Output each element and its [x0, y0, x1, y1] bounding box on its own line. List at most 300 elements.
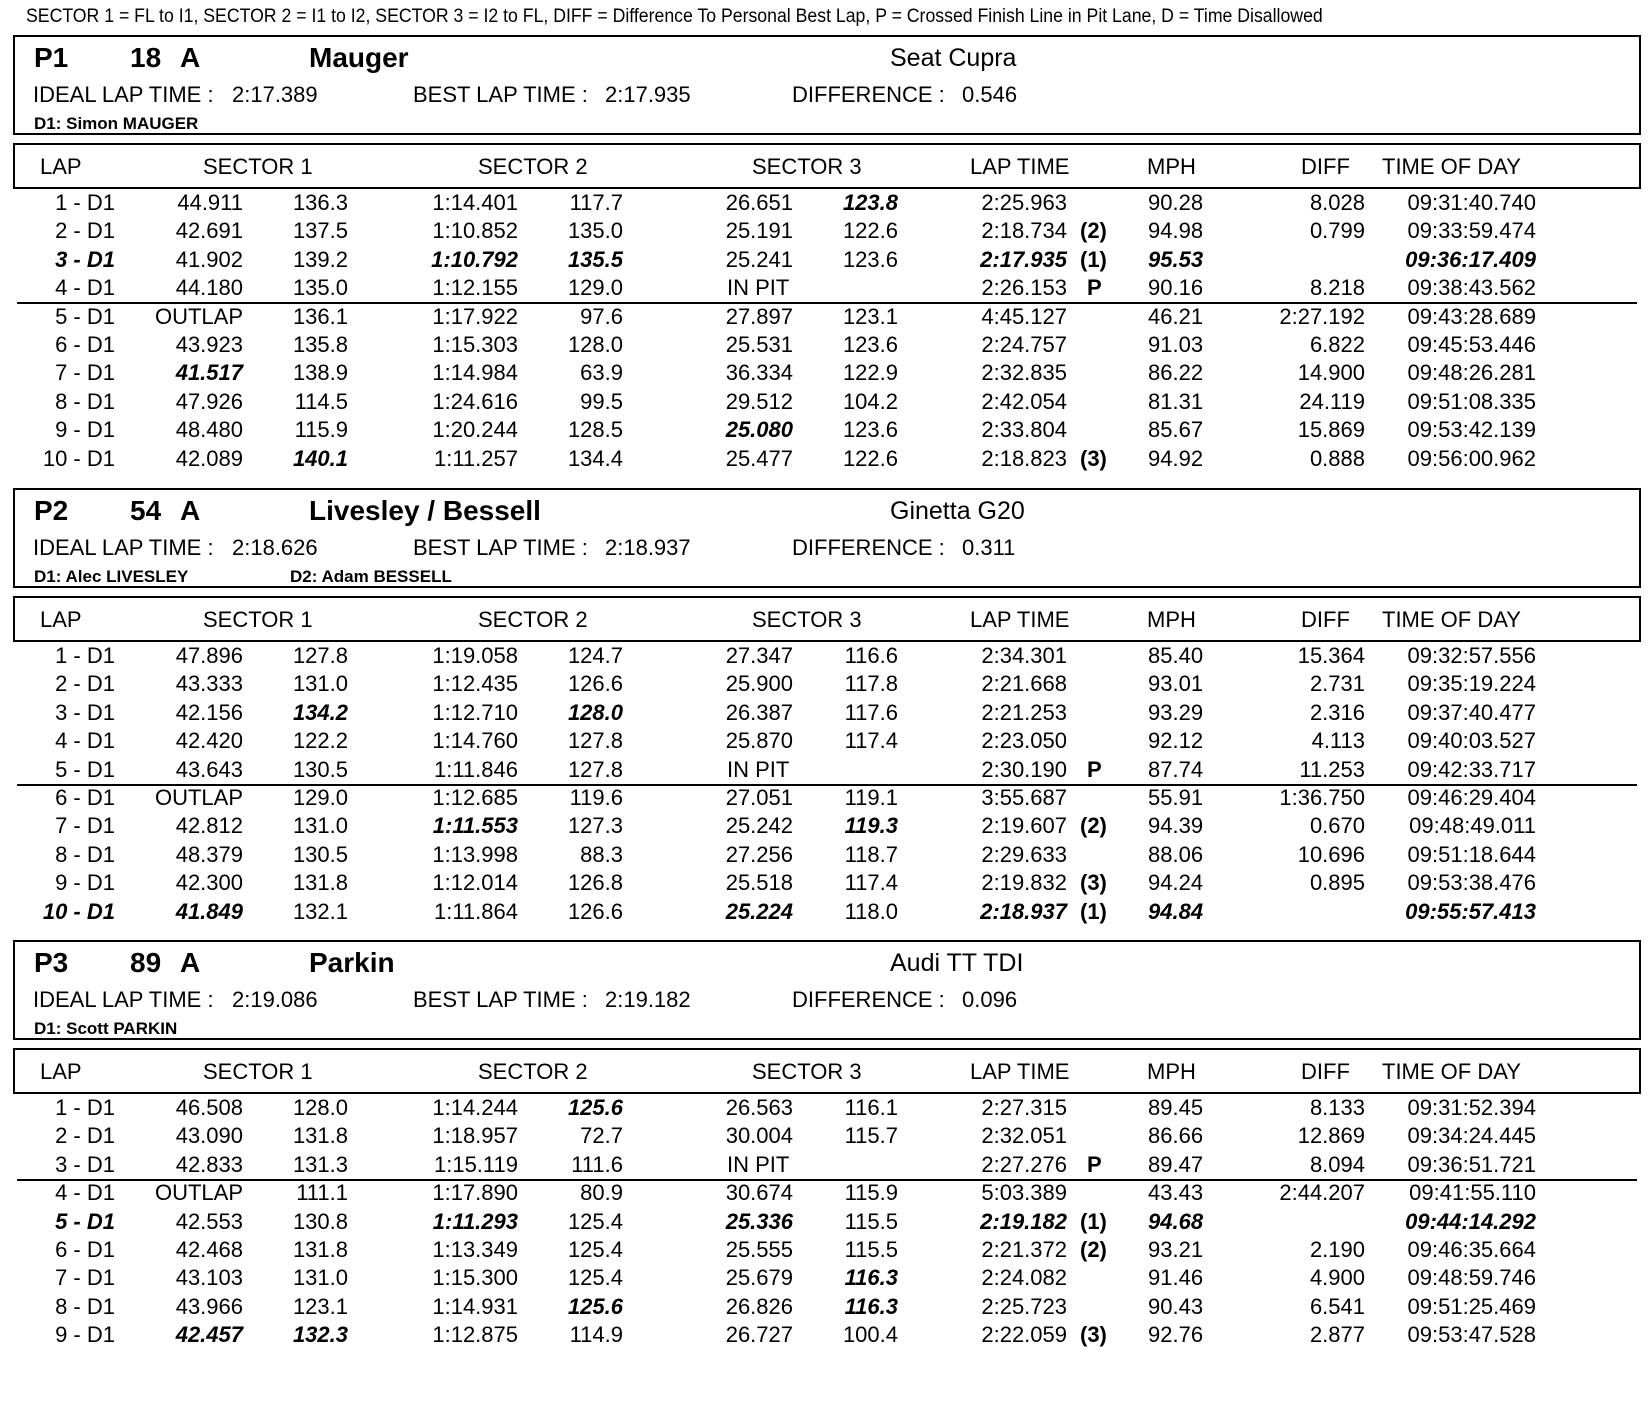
cell-tod: 09:53:47.528 [1407, 1322, 1536, 1348]
cell-tod: 09:36:51.721 [1407, 1151, 1536, 1177]
cell-lt: 2:42.054 [981, 388, 1067, 414]
cell-s3s: 116.3 [844, 1293, 898, 1319]
cell-s1s: 137.5 [292, 218, 348, 244]
cell-lap: 9 - D1 [55, 417, 115, 443]
cell-s3s: 117.8 [844, 671, 898, 697]
cell-s1: 43.103 [175, 1265, 243, 1291]
cell-lap: 8 - D1 [55, 1293, 115, 1319]
cell-s2s: 134.4 [567, 445, 623, 471]
cell-s3s: 115.5 [844, 1237, 898, 1262]
cell-s3: 25.191 [725, 218, 793, 244]
cell-mph: 85.40 [1148, 643, 1204, 668]
cell-s3: 25.870 [725, 728, 793, 754]
cell-s1s: 132.1 [292, 898, 348, 924]
cell-s2s: 124.7 [567, 643, 623, 668]
best-lap-value: 2:19.182 [605, 987, 691, 1012]
cell-s2s: 135.0 [567, 218, 623, 244]
cell-lap: 5 - D1 [55, 756, 115, 782]
cell-s1s: 122.2 [292, 728, 348, 754]
cell-s1s: 135.8 [292, 332, 348, 357]
cell-lt: 2:18.734 [981, 218, 1067, 244]
cell-s3: 27.256 [725, 841, 793, 867]
lap-row [0, 757, 1651, 786]
cell-s2: 1:11.864 [433, 898, 518, 924]
cell-s3: 25.080 [725, 417, 793, 443]
cell-lt: 2:21.372 [981, 1237, 1067, 1262]
cell-lap: 3 - D1 [55, 699, 115, 725]
cell-s3: 25.518 [725, 870, 793, 896]
cell-diff: 8.028 [1309, 190, 1365, 215]
column-header-laptime: LAP TIME [970, 1059, 1070, 1084]
cell-s2: 1:12.710 [432, 699, 518, 725]
cell-tod: 09:32:57.556 [1407, 643, 1536, 668]
cell-s1: 43.090 [175, 1123, 243, 1149]
cell-s2s: 128.0 [567, 699, 623, 725]
cell-s1s: 136.1 [292, 303, 348, 329]
cell-lt: 2:18.823 [981, 445, 1067, 471]
cell-lap: 10 - D1 [42, 898, 115, 924]
cell-diff: 0.799 [1309, 218, 1365, 244]
cell-s2s: 127.8 [567, 756, 623, 782]
cell-rank: (2) [1080, 218, 1107, 244]
cell-s2: 1:24.616 [432, 388, 518, 414]
lap-row [0, 275, 1651, 304]
cell-tod: 09:36:17.409 [1405, 246, 1536, 272]
driver-name: D1: Scott PARKIN [34, 1019, 178, 1038]
cell-s2: 1:12.014 [432, 870, 518, 896]
cell-s3: 29.512 [725, 388, 793, 414]
cell-s1: 47.926 [175, 388, 243, 414]
cell-s2: 1:15.303 [432, 332, 518, 357]
cell-lt: 2:19.182 [980, 1208, 1067, 1234]
cell-tod: 09:51:25.469 [1407, 1293, 1536, 1319]
best-lap-label: BEST LAP TIME : [413, 82, 588, 107]
cell-tod: 09:41:55.110 [1409, 1180, 1536, 1206]
cell-s3: IN PIT [727, 275, 790, 301]
cell-mph: 90.28 [1148, 190, 1204, 215]
cell-s3s: 122.6 [842, 218, 898, 244]
cell-s3s: 116.6 [844, 643, 898, 668]
cell-s2: 1:12.155 [432, 275, 518, 301]
cell-s2: 1:19.058 [432, 643, 518, 668]
lap-row [0, 1209, 1651, 1238]
cell-diff: 1:36.750 [1279, 785, 1365, 810]
cell-rank: P [1087, 756, 1102, 782]
ideal-lap-label: IDEAL LAP TIME : [33, 987, 214, 1012]
cell-diff: 2.877 [1309, 1322, 1365, 1348]
difference-value: 0.546 [962, 82, 1018, 107]
cell-s2s: 128.0 [567, 332, 623, 357]
cell-s2: 1:14.401 [432, 190, 518, 215]
cell-s3s: 116.3 [844, 1265, 898, 1291]
column-header-tod: TIME OF DAY [1382, 1059, 1521, 1084]
cell-s3: 25.477 [725, 445, 793, 471]
cell-lap: 2 - D1 [55, 218, 115, 244]
cell-s2: 1:15.300 [432, 1265, 518, 1291]
cell-lap: 1 - D1 [55, 643, 115, 668]
difference-value: 0.096 [962, 987, 1018, 1012]
cell-s1: 42.691 [175, 218, 243, 244]
cell-mph: 92.76 [1148, 1322, 1204, 1348]
cell-diff: 6.541 [1309, 1293, 1365, 1319]
cell-tod: 09:33:59.474 [1407, 218, 1536, 244]
cell-s3: 26.387 [725, 699, 793, 725]
cell-s3s: 115.5 [844, 1208, 898, 1234]
cell-s3: 25.679 [725, 1265, 793, 1291]
cell-s1s: 136.3 [292, 190, 348, 215]
cell-tod: 09:45:53.446 [1407, 332, 1536, 357]
cell-s3: 25.900 [725, 671, 793, 697]
cell-s1s: 139.2 [292, 246, 348, 272]
lap-row [0, 1095, 1651, 1124]
cell-s2: 1:12.685 [432, 785, 518, 810]
cell-s3: IN PIT [727, 1151, 790, 1177]
cell-lt: 2:25.723 [981, 1293, 1067, 1319]
entrant-name: Mauger [309, 42, 409, 73]
cell-s2s: 129.0 [567, 275, 623, 301]
cell-s2s: 125.4 [567, 1237, 623, 1262]
car-class: A [180, 947, 201, 978]
cell-s2s: 117.7 [569, 190, 623, 215]
cell-mph: 94.98 [1148, 218, 1204, 244]
cell-diff: 0.888 [1309, 445, 1365, 471]
lap-row [0, 643, 1651, 672]
cell-rank: (2) [1080, 1237, 1107, 1262]
cell-diff: 4.900 [1309, 1265, 1365, 1291]
cell-s2s: 125.6 [567, 1293, 623, 1319]
column-header-tod: TIME OF DAY [1382, 154, 1521, 179]
cell-mph: 89.45 [1148, 1095, 1204, 1120]
column-header-s2: SECTOR 2 [478, 1059, 588, 1084]
cell-lt: 2:24.082 [981, 1265, 1067, 1291]
cell-s2: 1:17.922 [432, 303, 518, 329]
cell-s1: 42.812 [175, 813, 243, 839]
column-header-diff: DIFF [1301, 607, 1350, 632]
lap-row [0, 1123, 1651, 1152]
cell-s1: OUTLAP [154, 1180, 243, 1206]
cell-tod: 09:44:14.292 [1405, 1208, 1536, 1234]
cell-s1: 42.089 [175, 445, 243, 471]
ideal-lap-value: 2:17.389 [232, 82, 318, 107]
cell-tod: 09:46:35.664 [1407, 1237, 1536, 1262]
cell-lt: 2:23.050 [981, 728, 1067, 754]
cell-s2s: 80.9 [580, 1180, 623, 1206]
column-header-lap: LAP [40, 607, 82, 632]
cell-s1: 43.643 [175, 756, 243, 782]
cell-s1s: 115.9 [294, 417, 348, 443]
cell-mph: 88.06 [1148, 841, 1204, 867]
cell-s2: 1:11.553 [432, 813, 518, 839]
lap-row [0, 700, 1651, 729]
cell-mph: 87.74 [1148, 756, 1204, 782]
cell-lt: 2:19.607 [981, 813, 1067, 839]
cell-lt: 2:32.051 [981, 1123, 1067, 1149]
car-model: Audi TT TDI [890, 949, 1024, 977]
cell-s1s: 111.1 [296, 1180, 348, 1206]
cell-s2: 1:14.931 [432, 1293, 518, 1319]
cell-mph: 94.84 [1148, 898, 1204, 924]
cell-lap: 2 - D1 [55, 1123, 115, 1149]
cell-s1s: 131.0 [292, 1265, 348, 1291]
cell-lt: 2:18.937 [980, 898, 1067, 924]
column-header-laptime: LAP TIME [970, 154, 1070, 179]
cell-s3: 25.531 [725, 332, 793, 357]
difference-label: DIFFERENCE : [792, 535, 945, 560]
cell-lt: 2:17.935 [980, 246, 1067, 272]
column-header-mph: MPH [1147, 607, 1196, 632]
cell-lap: 6 - D1 [55, 1237, 115, 1262]
cell-s3: 25.336 [725, 1208, 793, 1234]
cell-diff: 4.113 [1311, 728, 1365, 754]
cell-s3: 26.826 [725, 1293, 793, 1319]
column-header-lap: LAP [40, 1059, 82, 1084]
cell-s2: 1:13.998 [432, 841, 518, 867]
cell-lt: 2:26.153 [981, 275, 1067, 301]
cell-lap: 10 - D1 [42, 445, 115, 471]
cell-lap: 8 - D1 [55, 841, 115, 867]
cell-lap: 3 - D1 [55, 246, 115, 272]
cell-s3: 26.563 [725, 1095, 793, 1120]
cell-s3s: 123.1 [842, 303, 898, 329]
cell-s3s: 122.9 [842, 360, 898, 386]
cell-lap: 7 - D1 [55, 813, 115, 839]
cell-s3s: 123.6 [842, 246, 898, 272]
column-header-mph: MPH [1147, 1059, 1196, 1084]
cell-s1: 47.896 [175, 643, 243, 668]
lap-row [0, 1180, 1651, 1209]
cell-s2s: 126.8 [567, 870, 623, 896]
position: P2 [34, 495, 69, 526]
car-class: A [180, 495, 201, 526]
best-lap-label: BEST LAP TIME : [413, 987, 588, 1012]
car-number: 89 [130, 947, 162, 978]
cell-diff: 10.696 [1297, 841, 1365, 867]
cell-s3s: 118.7 [844, 841, 898, 867]
cell-lap: 8 - D1 [55, 388, 115, 414]
column-header-mph: MPH [1147, 154, 1196, 179]
lap-row [0, 360, 1651, 389]
ideal-lap-value: 2:18.626 [232, 535, 318, 560]
cell-s1s: 140.1 [292, 445, 348, 471]
cell-s3: 30.674 [725, 1180, 793, 1206]
cell-s2s: 125.4 [567, 1208, 623, 1234]
lap-row [0, 1237, 1651, 1266]
cell-lap: 1 - D1 [55, 190, 115, 215]
cell-diff: 8.094 [1309, 1151, 1365, 1177]
cell-s2s: 126.6 [567, 671, 623, 697]
cell-tod: 09:42:33.717 [1407, 756, 1536, 782]
cell-lt: 2:29.633 [981, 841, 1067, 867]
legend-text: SECTOR 1 = FL to I1, SECTOR 2 = I1 to I2, SECTOR 3 = I2 to FL, DIFF = Difference To Personal Best Lap, P = Crossed Finish Line in Pit Lane, D = Time Disallowed [26, 6, 1323, 27]
cell-lt: 4:45.127 [981, 303, 1067, 329]
lap-row [0, 304, 1651, 333]
cell-s1s: 130.8 [292, 1208, 348, 1234]
cell-mph: 93.01 [1148, 671, 1204, 697]
cell-lap: 9 - D1 [55, 870, 115, 896]
cell-lap: 9 - D1 [55, 1322, 115, 1348]
cell-s1: 46.508 [175, 1095, 243, 1120]
cell-s1: 48.379 [175, 841, 243, 867]
cell-lt: 2:22.059 [981, 1322, 1067, 1348]
cell-s2s: 126.6 [567, 898, 623, 924]
cell-tod: 09:53:42.139 [1407, 417, 1536, 443]
lap-row [0, 190, 1651, 219]
car-class: A [180, 42, 201, 73]
column-header-s3: SECTOR 3 [752, 1059, 862, 1084]
column-header-s3: SECTOR 3 [752, 154, 862, 179]
cell-diff: 2.316 [1309, 699, 1365, 725]
driver-name: D2: Adam BESSELL [290, 567, 452, 586]
cell-s2s: 88.3 [580, 841, 623, 867]
cell-s3: 25.242 [725, 813, 793, 839]
cell-s1s: 130.5 [292, 756, 348, 782]
cell-s1s: 135.0 [292, 275, 348, 301]
cell-mph: 91.03 [1148, 332, 1204, 357]
cell-lt: 2:24.757 [981, 332, 1067, 357]
cell-lap: 4 - D1 [55, 728, 115, 754]
cell-lt: 2:19.832 [981, 870, 1067, 896]
cell-s3s: 123.8 [842, 190, 898, 215]
cell-s2: 1:11.293 [432, 1208, 518, 1234]
entrant-name: Livesley / Bessell [309, 495, 541, 526]
cell-s1: 43.333 [175, 671, 243, 697]
ideal-lap-label: IDEAL LAP TIME : [33, 535, 214, 560]
cell-s3s: 123.6 [842, 417, 898, 443]
cell-s2: 1:10.792 [431, 246, 518, 272]
cell-s3: 27.347 [725, 643, 793, 668]
cell-s3: 36.334 [725, 360, 793, 386]
cell-s3s: 119.1 [844, 785, 898, 810]
ideal-lap-value: 2:19.086 [232, 987, 318, 1012]
cell-s1: 44.911 [177, 190, 243, 215]
cell-tod: 09:48:49.011 [1409, 813, 1536, 839]
column-header-s1: SECTOR 1 [203, 607, 313, 632]
cell-s1: 42.300 [175, 870, 243, 896]
cell-s1s: 131.0 [292, 813, 348, 839]
cell-s1s: 123.1 [292, 1293, 348, 1319]
cell-lt: 2:27.276 [981, 1151, 1067, 1177]
cell-mph: 43.43 [1148, 1180, 1204, 1206]
lap-row [0, 899, 1651, 928]
cell-s1s: 134.2 [292, 699, 348, 725]
cell-s3s: 104.2 [842, 388, 898, 414]
lap-row [0, 785, 1651, 814]
cell-diff: 6.822 [1309, 332, 1365, 357]
cell-mph: 93.29 [1148, 699, 1204, 725]
lap-row [0, 417, 1651, 446]
cell-s3s: 115.9 [844, 1180, 898, 1206]
cell-s1: 43.966 [175, 1293, 243, 1319]
cell-mph: 89.47 [1148, 1151, 1204, 1177]
cell-tod: 09:51:08.335 [1407, 388, 1536, 414]
cell-lt: 2:34.301 [981, 643, 1067, 668]
cell-diff: 15.869 [1297, 417, 1365, 443]
cell-s3s: 123.6 [842, 332, 898, 357]
cell-s2: 1:20.244 [432, 417, 518, 443]
driver-name: D1: Alec LIVESLEY [34, 567, 189, 586]
cell-s2: 1:11.257 [433, 445, 518, 471]
cell-s2s: 97.6 [580, 303, 623, 329]
cell-s1s: 131.8 [292, 1237, 348, 1262]
cell-diff: 8.133 [1309, 1095, 1365, 1120]
cell-diff: 0.670 [1309, 813, 1365, 839]
lap-row [0, 446, 1651, 475]
cell-lt: 5:03.389 [981, 1180, 1067, 1206]
cell-s1: 42.156 [175, 699, 243, 725]
cell-s1: 41.849 [175, 898, 243, 924]
cell-s2: 1:13.349 [432, 1237, 518, 1262]
cell-lap: 1 - D1 [55, 1095, 115, 1120]
cell-s3: 26.651 [725, 190, 793, 215]
cell-s2s: 127.8 [567, 728, 623, 754]
cell-s2: 1:10.852 [432, 218, 518, 244]
column-header-s3: SECTOR 3 [752, 607, 862, 632]
cell-rank: (1) [1080, 898, 1107, 924]
cell-tod: 09:37:40.477 [1407, 699, 1536, 725]
cell-mph: 85.67 [1148, 417, 1204, 443]
cell-s2: 1:14.984 [432, 360, 518, 386]
lap-row [0, 389, 1651, 418]
cell-lt: 3:55.687 [981, 785, 1067, 810]
cell-lt: 2:33.804 [981, 417, 1067, 443]
column-header-diff: DIFF [1301, 1059, 1350, 1084]
cell-s3: 26.727 [725, 1322, 793, 1348]
cell-tod: 09:56:00.962 [1407, 445, 1536, 471]
cell-s1s: 129.0 [292, 785, 348, 810]
cell-diff: 8.218 [1309, 275, 1365, 301]
cell-s1: OUTLAP [154, 303, 243, 329]
cell-tod: 09:31:52.394 [1407, 1095, 1536, 1120]
cell-diff: 24.119 [1299, 388, 1365, 414]
cell-s2: 1:17.890 [432, 1180, 518, 1206]
cell-s1: 44.180 [175, 275, 243, 301]
cell-diff: 2:27.192 [1279, 303, 1365, 329]
cell-s2s: 125.4 [567, 1265, 623, 1291]
cell-s2s: 72.7 [580, 1123, 623, 1149]
cell-s3s: 117.6 [844, 699, 898, 725]
cell-s1s: 131.8 [292, 1123, 348, 1149]
cell-s2: 1:14.760 [432, 728, 518, 754]
cell-s3: 25.241 [725, 246, 793, 272]
cell-tod: 09:43:28.689 [1407, 303, 1536, 329]
cell-lt: 2:32.835 [981, 360, 1067, 386]
cell-rank: (3) [1080, 445, 1107, 471]
lap-row [0, 870, 1651, 899]
cell-tod: 09:46:29.404 [1407, 785, 1536, 810]
cell-tod: 09:34:24.445 [1407, 1123, 1536, 1149]
cell-tod: 09:40:03.527 [1407, 728, 1536, 754]
lap-row [0, 728, 1651, 757]
cell-s2s: 127.3 [567, 813, 623, 839]
column-header-s1: SECTOR 1 [203, 1059, 313, 1084]
car-model: Seat Cupra [890, 44, 1017, 72]
cell-tod: 09:31:40.740 [1407, 190, 1536, 215]
cell-tod: 09:48:59.746 [1407, 1265, 1536, 1291]
lap-row [0, 813, 1651, 842]
cell-rank: (3) [1080, 870, 1107, 896]
cell-lap: 7 - D1 [55, 360, 115, 386]
cell-s1: 42.833 [175, 1151, 243, 1177]
best-lap-value: 2:17.935 [605, 82, 691, 107]
cell-s2s: 111.6 [571, 1151, 623, 1177]
cell-mph: 94.24 [1148, 870, 1204, 896]
cell-s2: 1:12.435 [432, 671, 518, 697]
cell-s1: 41.517 [175, 360, 243, 386]
cell-mph: 86.66 [1148, 1123, 1204, 1149]
cell-rank: (2) [1080, 813, 1107, 839]
cell-s3: 25.555 [725, 1237, 793, 1262]
cell-s1s: 131.8 [292, 870, 348, 896]
